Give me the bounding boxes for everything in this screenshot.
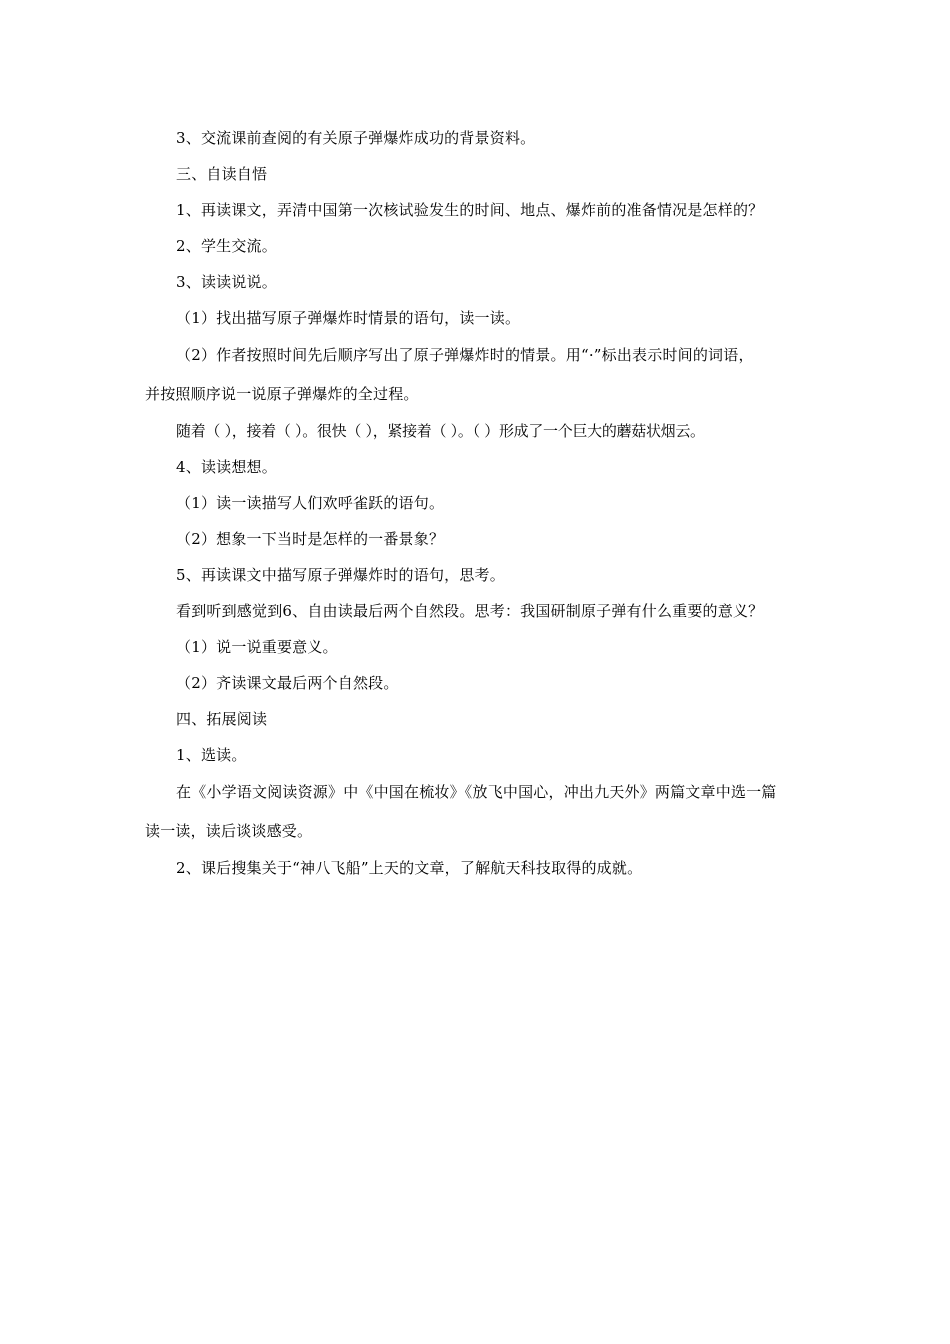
paragraph-line: 5、再读课文中描写原子弹爆炸时的语句，思考。 [176,566,505,584]
paragraph-line: （2）齐读课文最后两个自然段。 [176,674,399,692]
paragraph-line: （1）找出描写原子弹爆炸时情景的语句，读一读。 [176,309,521,327]
paragraph-line: 在《小学语文阅读资源》中《中国在梳妆》《放飞中国心，冲出九天外》两篇文章中选一篇 [176,783,777,801]
paragraph-line: 2、课后搜集关于“神八飞船”上天的文章，了解航天科技取得的成就。 [176,859,643,877]
paragraph-line: 1、选读。 [176,746,247,764]
paragraph-line: 读一读，读后谈谈感受。 [145,822,313,840]
paragraph-line: 2、学生交流。 [176,237,277,255]
paragraph-line: （2）作者按照时间先后顺序写出了原子弹爆炸时的情景。用“·”标出表示时间的词语， [176,346,754,364]
paragraph-line: （2）想象一下当时是怎样的一番景象？ [176,530,445,548]
paragraph-line: 并按照顺序说一说原子弹爆炸的全过程。 [145,385,419,403]
paragraph-line: （1）说一说重要意义。 [176,638,338,656]
paragraph-line: 1、再读课文，弄清中国第一次核试验发生的时间、地点、爆炸前的准备情况是怎样的？ [176,201,764,219]
paragraph-line: 3、读读说说。 [176,273,277,291]
section-heading: 三、自读自悟 [176,165,268,183]
paragraph-line: 看到听到感觉到6、自由读最后两个自然段。思考：我国研制原子弹有什么重要的意义？ [176,602,764,620]
paragraph-line: 4、读读想想。 [176,458,277,476]
paragraph-line: 随着（ ），接着（ ）。很快（ ），紧接着（ ）。（ ）形成了一个巨大的蘑菇状烟云。 [176,422,705,440]
paragraph-line: （1）读一读描写人们欢呼雀跃的语句。 [176,494,445,512]
section-heading: 四、拓展阅读 [176,710,268,728]
paragraph-line: 3、交流课前查阅的有关原子弹爆炸成功的背景资料。 [176,129,536,147]
